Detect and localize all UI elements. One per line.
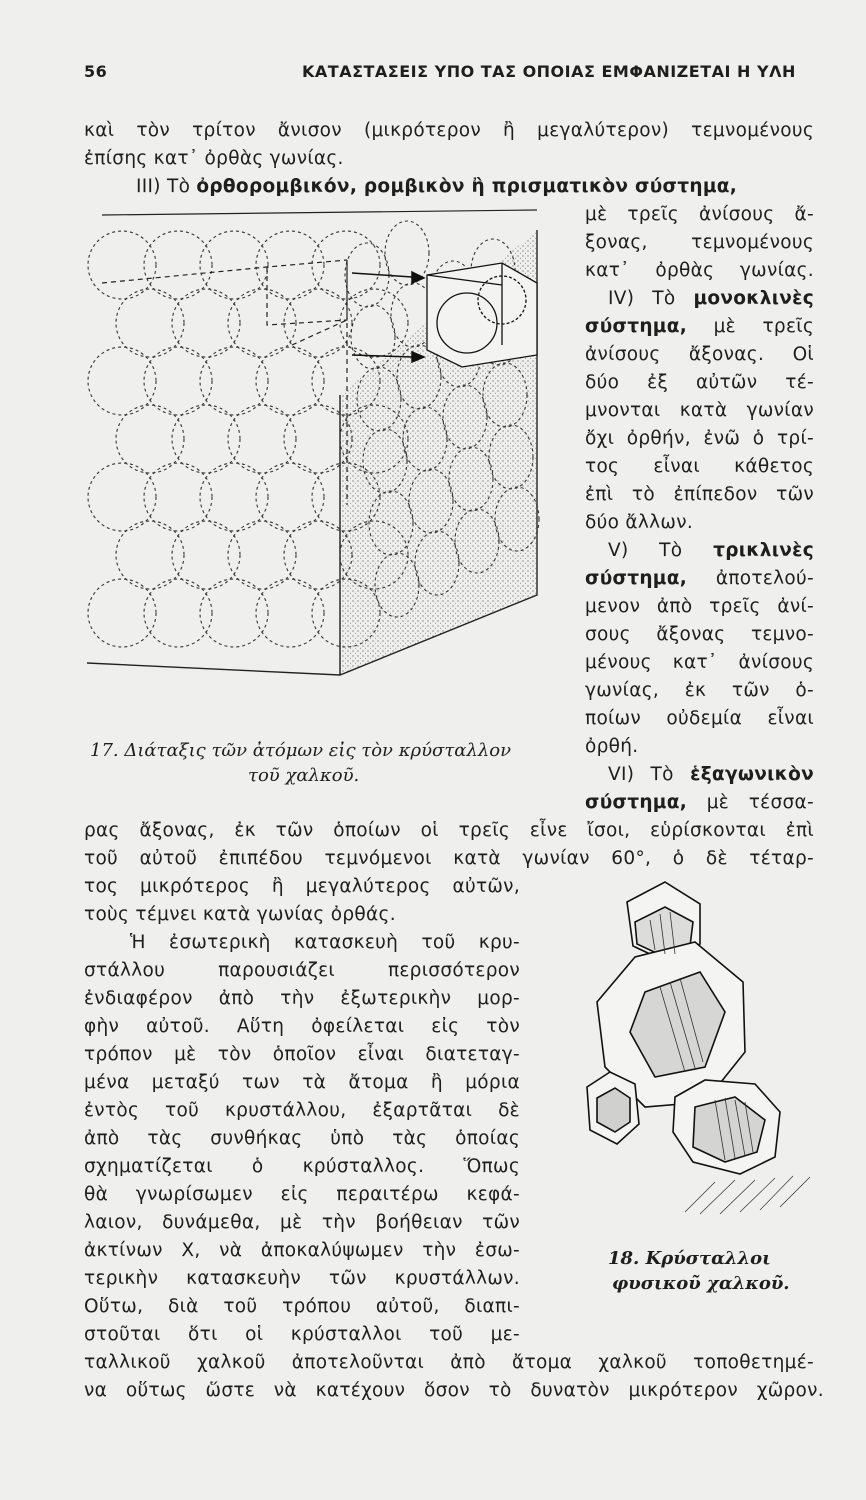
body-line: δύο ἄλλων. (585, 512, 694, 533)
body-line: τος μικρότερος ἢ μεγαλύτερος αὐτῶν, (84, 876, 520, 897)
body-text: μὲ τέσσα- (687, 792, 814, 813)
atom-sphere (88, 463, 156, 531)
figure-17-caption-line2: τοῦ χαλκοῦ. (248, 765, 360, 786)
heading-monoclinic (608, 286, 814, 312)
body-line: ἀπὸ τὰς συνθήκας ὑπὸ τὰς ὁποίας (84, 1128, 520, 1149)
body-line: θὰ γνωρίσωμεν εἰς περαιτέρω κεφά- (84, 1184, 520, 1205)
body-line: στάλλου παρουσιάζει περισσότερον (84, 960, 520, 981)
page-number: 56 (84, 62, 108, 81)
body-line: να οὕτως ὥστε νὰ κατέχουν ὅσον τὸ δυνατὸν μικρότερον χῶρον. (84, 1380, 824, 1401)
body-line: ταλλικοῦ χαλκοῦ ἀποτελοῦνται ἀπὸ ἄτομα χαλκοῦ τοποθετημέ- (84, 1352, 814, 1373)
body-line: μένα μεταξύ των τὰ ἄτομα ἢ μόρια (84, 1072, 520, 1093)
body-line: δύο ἐξ αὐτῶν τέ- (585, 372, 814, 393)
body-line: τρόπον μὲ τὸν ὁποῖον εἶναι διατεταγ- (84, 1044, 520, 1065)
body-line: μενον ἀπὸ τρεῖς ἀνί- (585, 596, 814, 617)
body-line: ἀνίσους ἄξονας. Οἱ (585, 344, 814, 365)
body-text: μὲ τρεῖς (687, 316, 814, 337)
crystal-face (597, 1088, 630, 1132)
body-line: τοὺς τέμνει κατὰ γωνίας ὀρθάς. (84, 904, 396, 925)
figure-18-caption-line2: φυσικοῦ χαλκοῦ. (612, 1273, 790, 1294)
heading-prefix: ΙΙΙ) Τὸ (136, 176, 197, 197)
body-line: λαιον, δυνάμεθα, μὲ τὴν βοήθειαν τῶν (84, 1212, 520, 1233)
heading-prefix: VI) Τὸ (608, 764, 691, 785)
heading-orthorhombic (136, 174, 814, 200)
body-line (585, 566, 814, 592)
body-text: ἀποτελού- (687, 568, 814, 589)
body-line: ἐπίσης κατ᾽ ὀρθὰς γωνίας. (84, 148, 344, 169)
heading-prefix: V) Τὸ (608, 540, 714, 561)
unit-cell-cube (427, 263, 537, 367)
body-line: ἀκτίνων Χ, νὰ ἀποκαλύψωμεν τὴν ἐσω- (84, 1240, 520, 1261)
unit-cell (102, 260, 347, 505)
body-line: ἐπὶ τὸ ἐπίπεδον τῶν (585, 484, 814, 505)
heading-bold: σύστημα, (585, 316, 688, 337)
atom-sphere (88, 579, 156, 647)
body-line: ποίων οὐδεμία εἶναι (585, 708, 814, 729)
body-line: ὄχι ὀρθήν, ἐνῶ ὁ τρί- (585, 428, 814, 449)
atom-sphere (200, 579, 268, 647)
figure-17-caption: 17. Διάταξις τῶν ἀτόμων εἰς τὸν κρύσταλλον (90, 740, 512, 761)
body-line: μὲ τρεῖς ἀνίσους ἄ- (585, 204, 814, 225)
heading-bold: σύστημα, (585, 568, 688, 589)
body-line: φὴν αὐτοῦ. Αὕτη ὀφείλεται εἰς τὸν (84, 1016, 520, 1037)
body-line (585, 790, 814, 816)
heading-bold: ἑξαγωνικὸν (690, 764, 814, 785)
body-line: κατ᾽ ὀρθὰς γωνίας. (585, 260, 814, 281)
body-line: ἐνδιαφέρον ἀπὸ τὴν ἐξωτερικὴν μορ- (84, 988, 520, 1009)
heading-hexagonal (608, 762, 814, 788)
body-line: γωνίας, ἐκ τῶν ὁ- (585, 680, 814, 701)
body-line: σχηματίζεται ὁ κρύσταλλος. Ὅπως (84, 1156, 520, 1177)
body-line: στοῦται ὅτι οἱ κρύσταλλοι τοῦ με- (84, 1324, 520, 1345)
figure-17-atom-lattice (82, 205, 562, 725)
figure-18-caption: 18. Κρύσταλλοι (608, 1248, 771, 1269)
body-line: μένους κατ᾽ ἀνίσους (585, 652, 814, 673)
heading-triclinic (608, 538, 814, 564)
atom-sphere (256, 579, 324, 647)
body-line (585, 314, 814, 340)
heading-bold: ὀρθορομβικόν, ρομβικὸν ἢ πρισματικὸν σύστημα, (196, 176, 738, 197)
cube-top-edge (102, 210, 537, 215)
body-line: τοῦ αὐτοῦ ἐπιπέδου τεμνόμενοι κατὰ γωνίαν 60°, ὁ δὲ τέταρ- (84, 848, 814, 869)
body-line: Οὕτω, διὰ τοῦ τρόπου αὐτοῦ, διαπι- (84, 1296, 520, 1317)
figure-18-copper-crystals (575, 862, 820, 1222)
body-line: τερικὴν κατασκευὴν τῶν κρυστάλλων. (84, 1268, 520, 1289)
body-line: σους ἄξονας τεμνο- (585, 624, 814, 645)
body-line: Ἡ ἐσωτερικὴ κατασκευὴ τοῦ κρυ- (130, 932, 520, 953)
body-line: ὀρθή. (585, 736, 639, 757)
heading-prefix: ΙV) Τὸ (608, 288, 694, 309)
atom-sphere (144, 579, 212, 647)
body-line: μνονται κατὰ γωνίαν (585, 400, 814, 421)
heading-bold: τρικλινὲς (713, 540, 814, 561)
heading-bold: σύστημα, (585, 792, 688, 813)
atom-sphere (88, 231, 156, 299)
ground-hatching (685, 1176, 810, 1214)
body-line: ἐντὸς τοῦ κρυστάλλου, ἐξαρτᾶται δὲ (84, 1100, 520, 1121)
body-line: ξονας, τεμνομένους (585, 232, 814, 253)
atom-sphere (88, 347, 156, 415)
body-line: καὶ τὸν τρίτον ἄνισον (μικρότερον ἢ μεγαλύτερον) τεμνομένους (84, 120, 814, 141)
heading-bold: μονοκλινὲς (693, 288, 814, 309)
running-title: ΚΑΤΑΣΤΑΣΕΙΣ ΥΠΟ ΤΑΣ ΟΠΟΙΑΣ ΕΜΦΑΝΙΖΕΤΑΙ Η ΥΛΗ (302, 62, 796, 81)
body-line: ρας ἄξονας, ἐκ τῶν ὁποίων οἱ τρεῖς εἶνε ἴσοι, εὑρίσκονται ἐπὶ (84, 820, 814, 841)
body-line: τος εἶναι κάθετος (585, 456, 814, 477)
